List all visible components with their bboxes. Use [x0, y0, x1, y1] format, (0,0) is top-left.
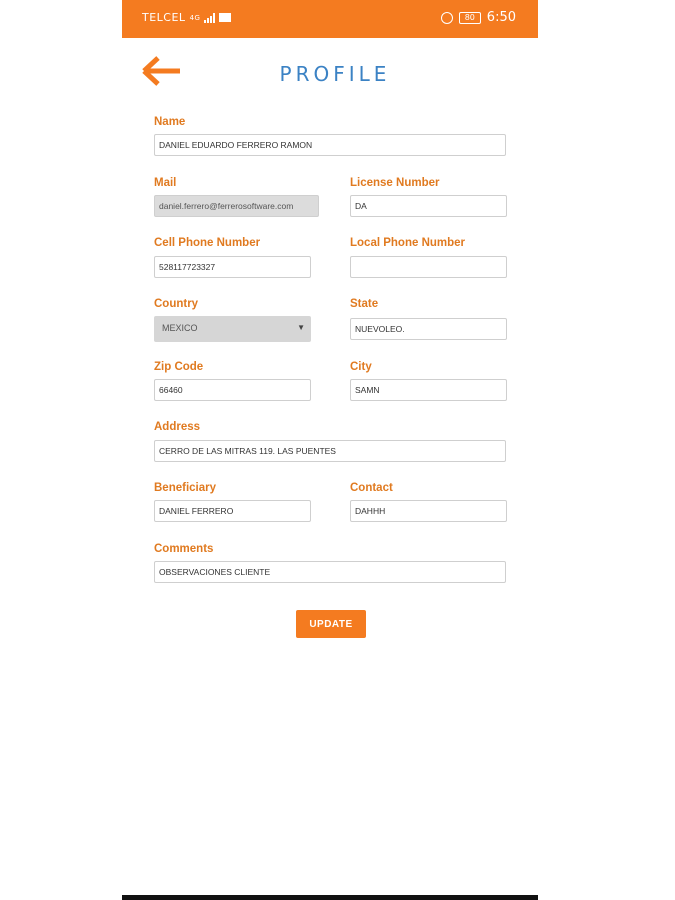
state-label: State — [350, 298, 379, 310]
header — [122, 38, 538, 108]
zip-label: Zip Code — [154, 361, 204, 373]
alarm-icon — [441, 12, 453, 24]
phone-screen — [122, 0, 538, 900]
comments-label: Comments — [154, 543, 214, 555]
battery-icon: 80 — [459, 12, 481, 24]
clock: 6:50 — [486, 10, 516, 25]
cell-phone-label: Cell Phone Number — [154, 237, 261, 249]
carrier-name: TELCEL — [142, 11, 186, 24]
contact-input[interactable] — [350, 500, 507, 522]
bottom-navigation-edge — [122, 895, 538, 900]
comments-input[interactable] — [154, 561, 506, 583]
status-right — [441, 10, 516, 25]
cell-phone-input[interactable] — [154, 256, 311, 278]
city-input[interactable] — [350, 379, 507, 401]
license-label: License Number — [350, 177, 440, 189]
mail-label: Mail — [154, 177, 177, 189]
contact-label: Contact — [350, 482, 393, 494]
network-type: 4G — [189, 13, 201, 22]
state-input[interactable] — [350, 318, 507, 340]
country-select[interactable] — [154, 316, 311, 342]
name-input[interactable] — [154, 134, 506, 156]
page-title: PROFILE — [279, 62, 391, 86]
beneficiary-input[interactable] — [154, 500, 311, 522]
zip-input[interactable] — [154, 379, 311, 401]
name-label: Name — [154, 116, 186, 128]
mail-notification-icon — [219, 13, 231, 22]
status-bar — [122, 0, 538, 38]
local-phone-input[interactable] — [350, 256, 507, 278]
city-label: City — [350, 361, 372, 373]
dropdown-caret-icon: ▼ — [297, 323, 305, 332]
signal-icon — [204, 13, 215, 23]
status-left — [142, 11, 231, 24]
country-label: Country — [154, 298, 199, 310]
local-phone-label: Local Phone Number — [350, 237, 466, 249]
update-button[interactable]: UPDATE — [296, 610, 366, 638]
beneficiary-label: Beneficiary — [154, 482, 217, 494]
address-label: Address — [154, 421, 201, 433]
mail-input — [154, 195, 319, 217]
license-input[interactable] — [350, 195, 507, 217]
country-value: MEXICO — [162, 323, 198, 333]
address-input[interactable] — [154, 440, 506, 462]
